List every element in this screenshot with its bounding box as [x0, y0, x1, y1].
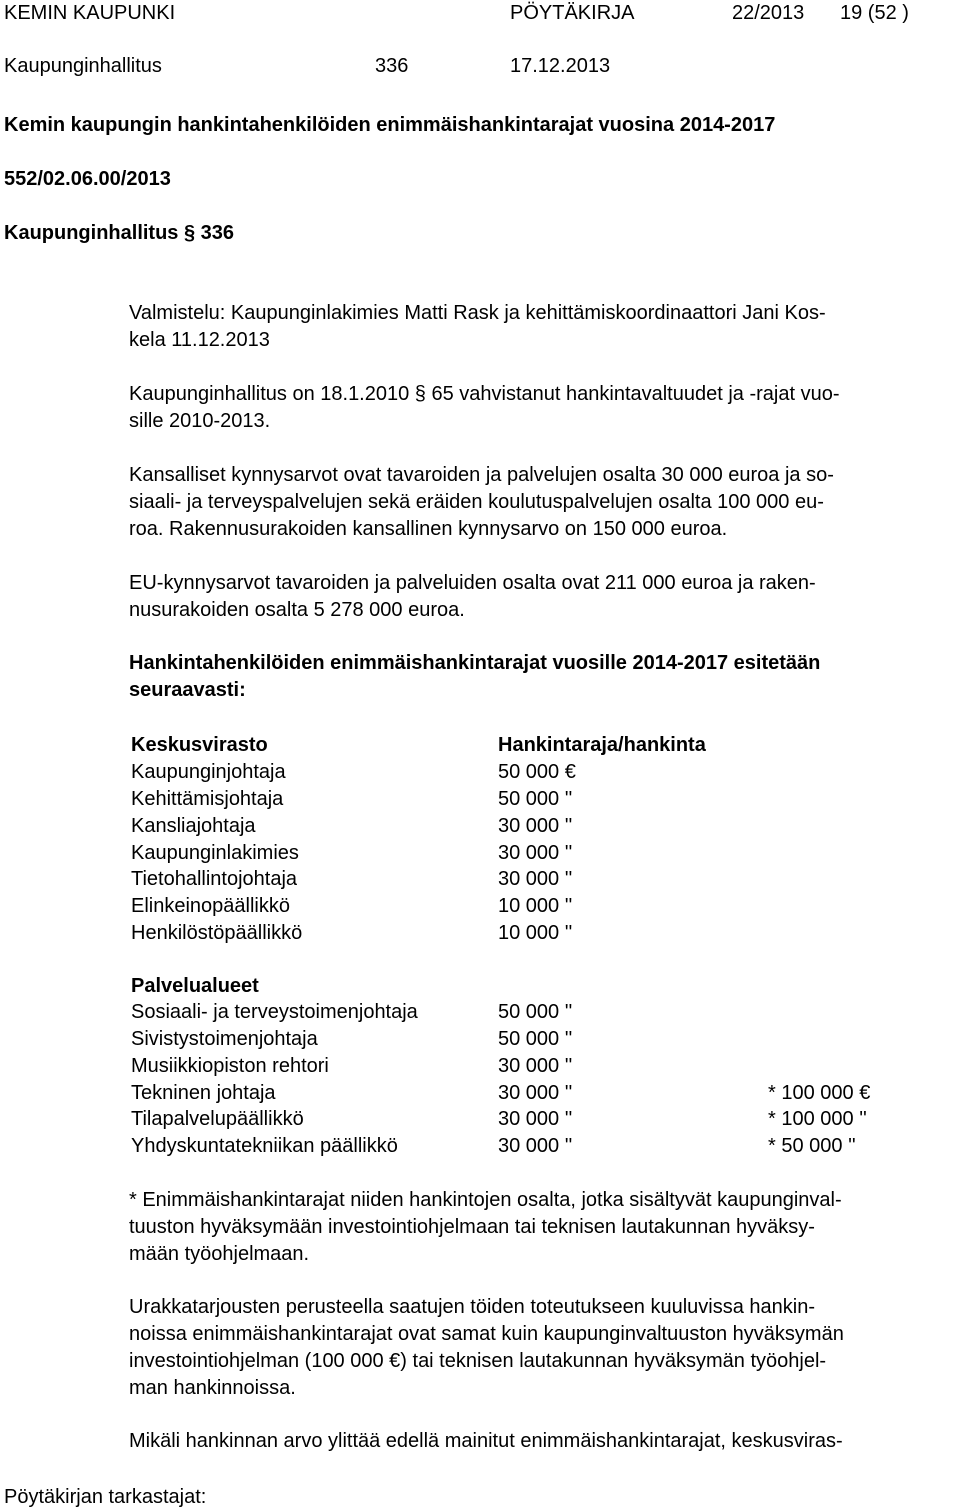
header-page: 19 (52 ): [840, 2, 909, 24]
document-title: Kemin kaupungin hankintahenkilöiden enimmäishankintarajat vuosina 2014-2017: [4, 114, 776, 136]
header-body: Kaupunginhallitus: [4, 55, 162, 77]
header-section: 336: [375, 55, 409, 77]
header-doc-number: 22/2013: [732, 2, 805, 24]
paragraph-eu-thresholds: EU-kynnysarvot tavaroiden ja palveluiden osalta ovat 211 000 euroa ja raken- nusurakoiden osalta 5 278 000 euroa.: [129, 572, 816, 621]
header-date: 17.12.2013: [510, 55, 611, 77]
paragraph-previous-decision: Kaupunginhallitus on 18.1.2010 § 65 vahvistanut hankintavaltuudet ja -rajat vuo- sille 2010-2013.: [129, 383, 840, 432]
paragraph-exceeding-limits: Mikäli hankinnan arvo ylittää edellä mainitut enimmäishankintarajat, keskusviras-: [129, 1430, 843, 1452]
table-header-unit: Keskusvirasto: [131, 734, 268, 756]
proposal-paragraph: Hankintahenkilöiden enimmäishankintarajat vuosille 2014-2017 esitetään seuraavasti:: [129, 652, 821, 701]
preparer-paragraph: Valmistelu: Kaupunginlakimies Matti Rask ja kehittämiskoordinaattori Jani Kos- kela 11.12.2013: [129, 302, 826, 351]
header-org: KEMIN KAUPUNKI: [4, 2, 176, 24]
table-header-service-areas: Palvelualueet: [131, 975, 259, 997]
header-doc-type: PÖYTÄKIRJA: [510, 2, 635, 24]
table-header-limit: Hankintaraja/hankinta: [498, 734, 706, 756]
section-heading: Kaupunginhallitus § 336: [4, 222, 235, 244]
paragraph-national-thresholds: Kansalliset kynnysarvot ovat tavaroiden ja palvelujen osalta 30 000 euroa ja so- siaali- ja terveyspalvelujen sekä eräiden koulutuspalvelujen osalta 100 000 eu- roa. Rakennusurakoiden kansallinen kynnysarvo on 150 000 euroa.: [129, 464, 834, 540]
paragraph-contract-works: Urakkatarjousten perusteella saatujen töiden toteutukseen kuuluvissa hankin- noissa enimmäishankintarajat ovat samat kuin kaupunginvaltuuston hyväksymän investointiohjelman (100 000 €) tai teknisen lautakunnan hyväksymän työohjel- man hankinnoissa.: [129, 1296, 844, 1399]
record-number: 552/02.06.00/2013: [4, 168, 171, 190]
footnote-paragraph: * Enimmäishankintarajat niiden hankintojen osalta, jotka sisältyvät kaupunginval- tuuston hyväksymään investointiohjelmaan tai teknisen lautakunnan hyväksy- mään työohjelmaan.: [129, 1189, 842, 1265]
footer-reviewers-label: Pöytäkirjan tarkastajat:: [4, 1486, 207, 1508]
